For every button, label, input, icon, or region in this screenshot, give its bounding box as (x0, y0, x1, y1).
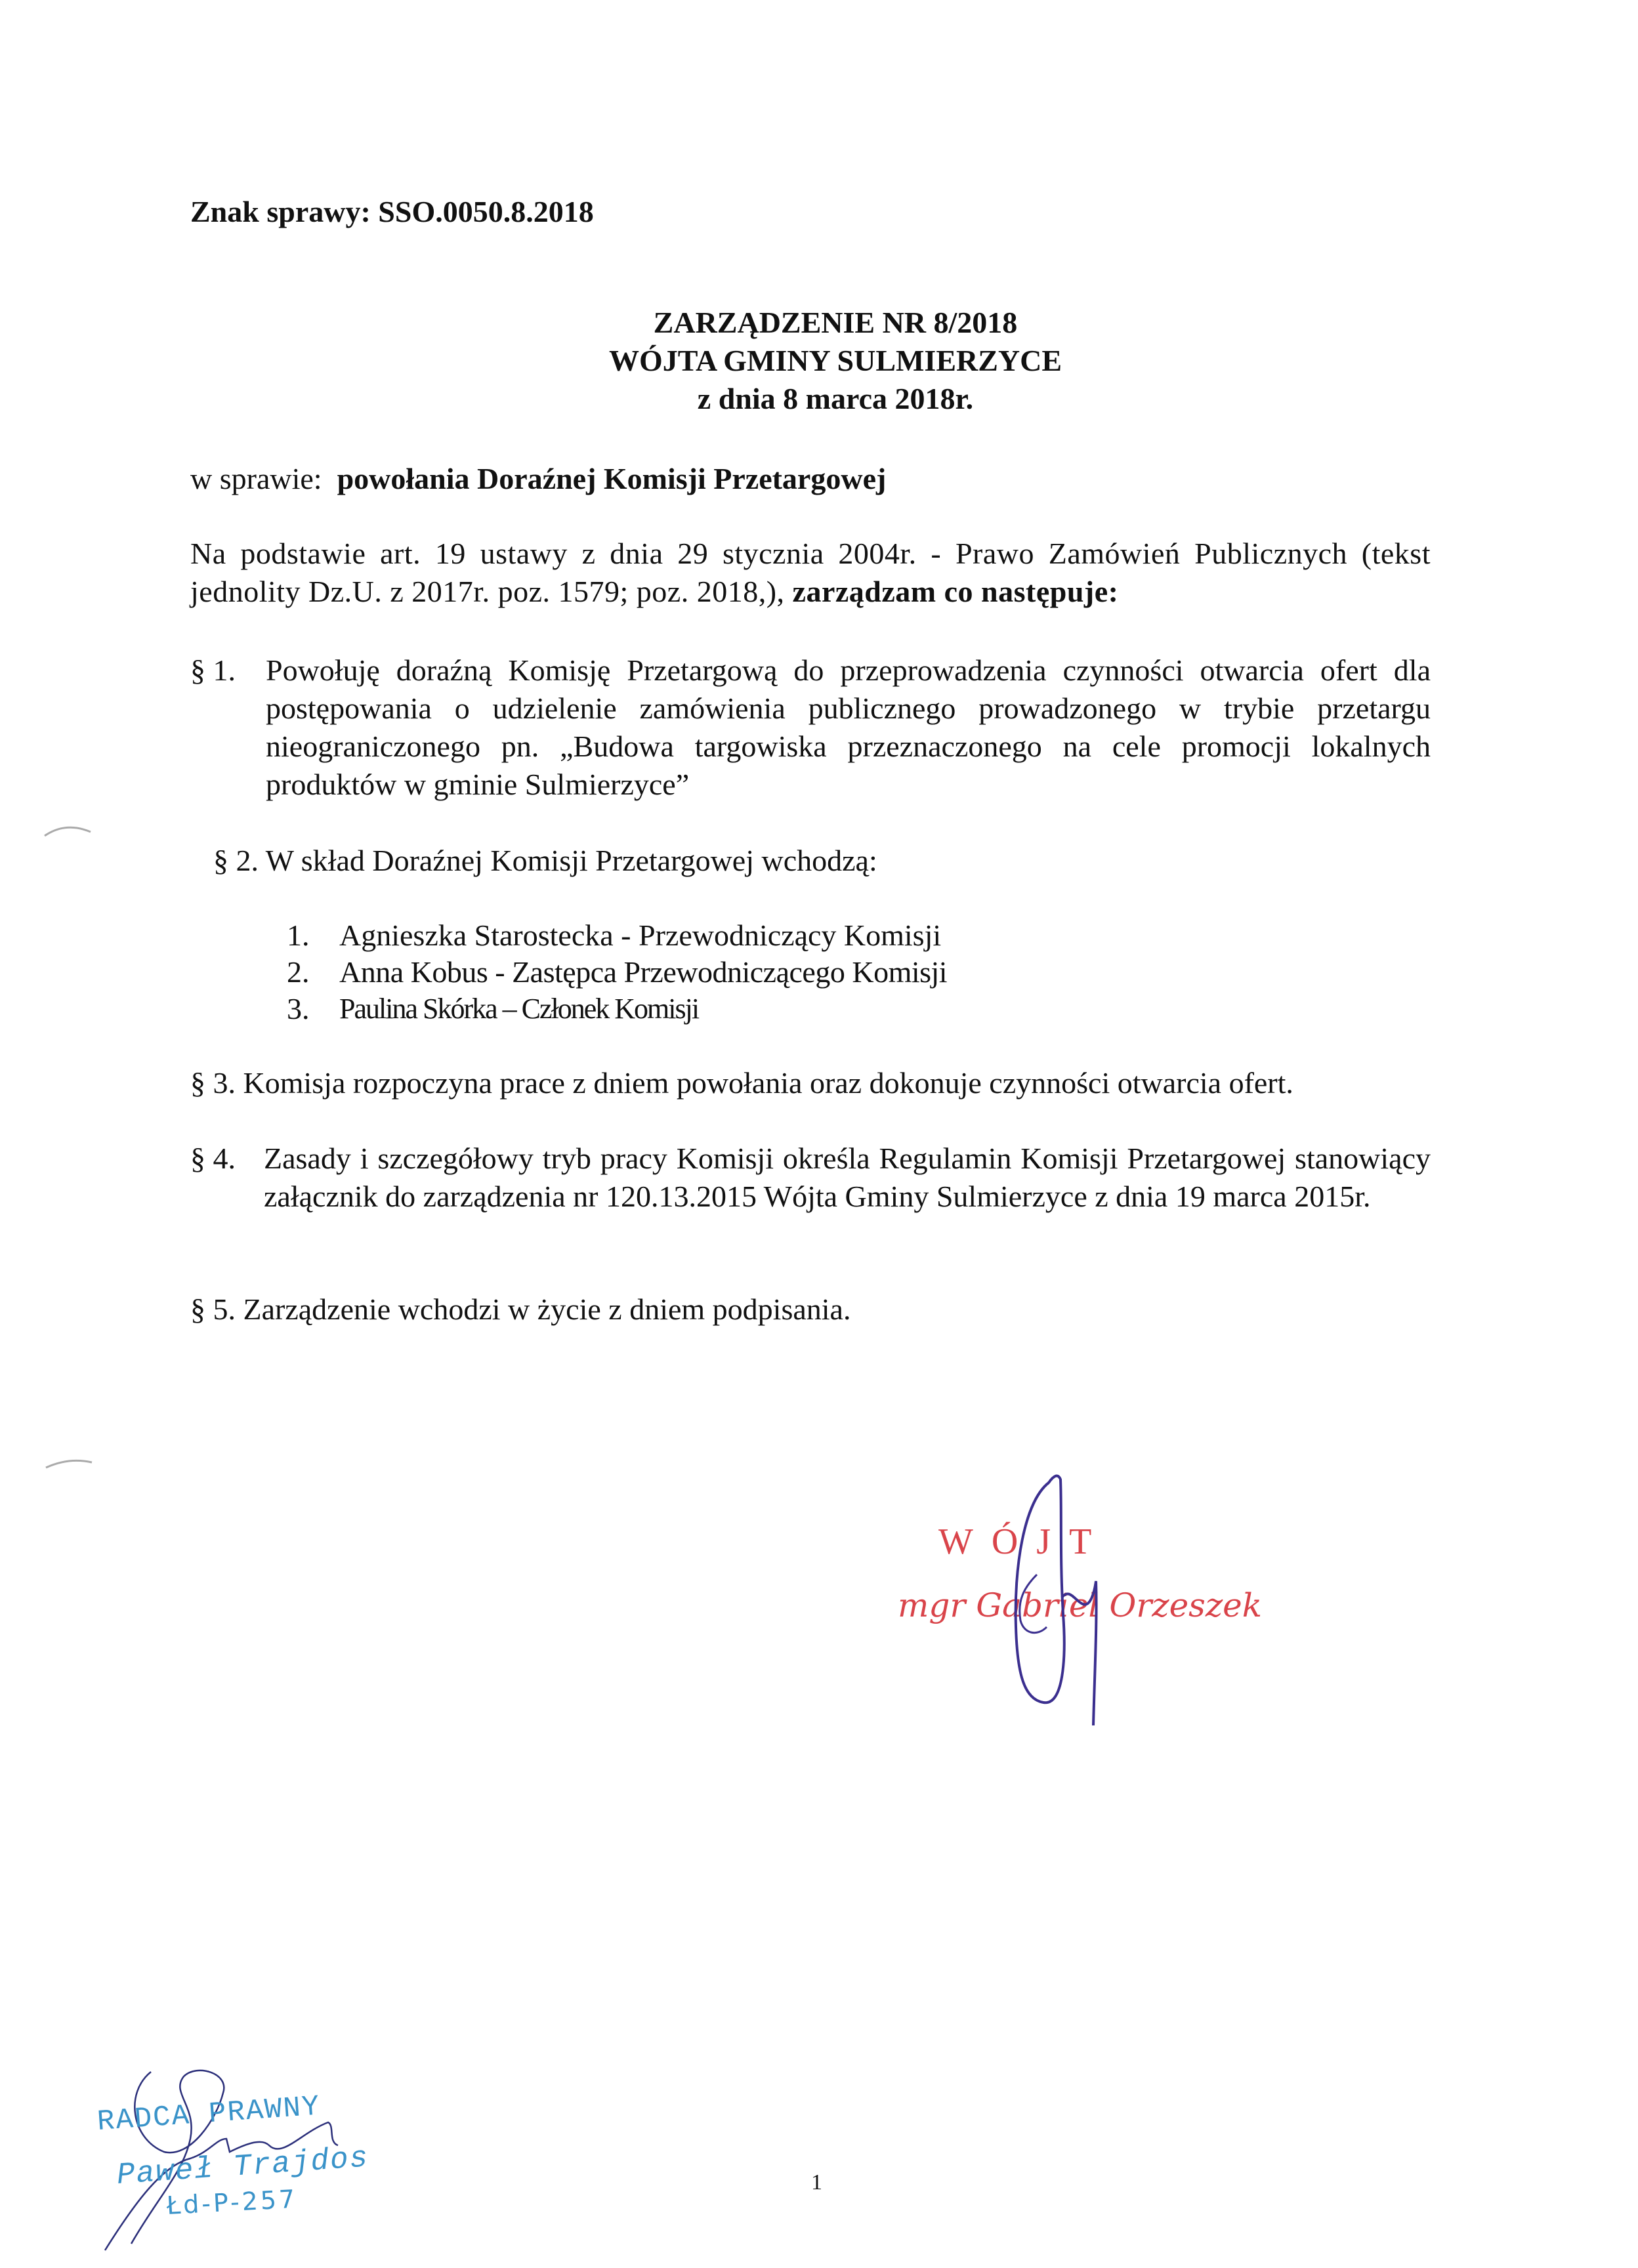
paragraph-text: W skład Doraźnej Komisji Przetargowej wchodzą: (265, 844, 877, 877)
title-line-issuer: WÓJTA GMINY SULMIERZYCE (608, 344, 1062, 377)
list-item-text: Paulina Skórka – Członek Komisji (339, 993, 699, 1025)
list-item (287, 954, 947, 991)
stamp-wojt-title: WÓJT (938, 1521, 1110, 1562)
committee-members-list (287, 917, 947, 1027)
subject-line (190, 461, 886, 496)
paragraph-1 (190, 651, 1431, 804)
legal-basis-text: Na podstawie art. 19 ustawy z dnia 29 stycznia 2004r. - Prawo Zamówień Publicznych (tekst jednolity Dz.U. z 2017r. poz. 1579; poz. 2018,), (190, 537, 1431, 608)
list-item-text: Agnieszka Starostecka - Przewodniczący Komisji (339, 918, 942, 952)
paragraph-4 (190, 1140, 1431, 1216)
legal-stamp-license: Łd-P-257 (165, 2184, 299, 2220)
list-item (287, 917, 947, 954)
subject-label: w sprawie: (190, 462, 322, 495)
handwritten-signature-icon (984, 1463, 1168, 1739)
list-item-number: 1. (287, 918, 310, 952)
hole-punch-mark-icon (39, 820, 98, 840)
legal-stamp-title: RADCA PRAWNY (96, 2090, 322, 2139)
paragraph-5 (190, 1290, 850, 1329)
case-number: Znak sprawy: SSO.0050.8.2018 (190, 195, 594, 228)
list-item-number: 3. (287, 992, 310, 1025)
legal-stamp-name: Paweł Trajdos (116, 2141, 370, 2193)
subject-text: powołania Doraźnej Komisji Przetargowej (337, 462, 887, 495)
paragraph-number: § 4. (190, 1142, 236, 1175)
list-item (287, 991, 947, 1027)
list-item-text: Anna Kobus - Zastępca Przewodniczącego Komisji (339, 955, 948, 989)
paragraph-text: Zasady i szczegółowy tryb pracy Komisji określa Regulamin Komisji Przetargowej stanowiący załącznik do zarządzenia nr 120.13.2015 Wójta Gminy Sulmierzyce z dnia 19 marca 2015r. (264, 1142, 1431, 1213)
paragraph-2 (213, 842, 877, 880)
page-number: 1 (811, 2170, 822, 2195)
paragraph-text: Powołuję doraźną Komisję Przetargową do przeprowadzenia czynności otwarcia ofert dla postępowania o udzielenie zamówienia publicznego prowadzonego w trybie przetargu nieograniczonego pn. „Budowa targowiska przeznaczonego na cele promocji lokalnych produktów w gminie Sulmierzyce” (266, 653, 1431, 801)
paragraph-number: § 2. (213, 844, 259, 877)
document-title (0, 304, 1638, 418)
stamp-wojt-name: mgr Gabriel Orzeszek (898, 1586, 1263, 1624)
hole-punch-mark-icon (39, 1453, 98, 1473)
legal-basis (190, 535, 1431, 611)
paragraph-number: § 1. (190, 653, 236, 687)
title-line-order-number: ZARZĄDZENIE NR 8/2018 (653, 306, 1018, 339)
paragraph-number: § 3. (190, 1066, 236, 1100)
paragraph-number: § 5. (190, 1292, 236, 1326)
paragraph-text: Komisja rozpoczyna prace z dniem powołania oraz dokonuje czynności otwarcia ofert. (243, 1066, 1293, 1100)
title-line-date: z dnia 8 marca 2018r. (697, 382, 974, 415)
paragraph-text: Zarządzenie wchodzi w życie z dniem podpisania. (243, 1292, 851, 1326)
paragraph-3 (190, 1064, 1293, 1102)
list-item-number: 2. (287, 955, 310, 989)
legal-basis-decree: zarządzam co następuje: (792, 575, 1119, 608)
